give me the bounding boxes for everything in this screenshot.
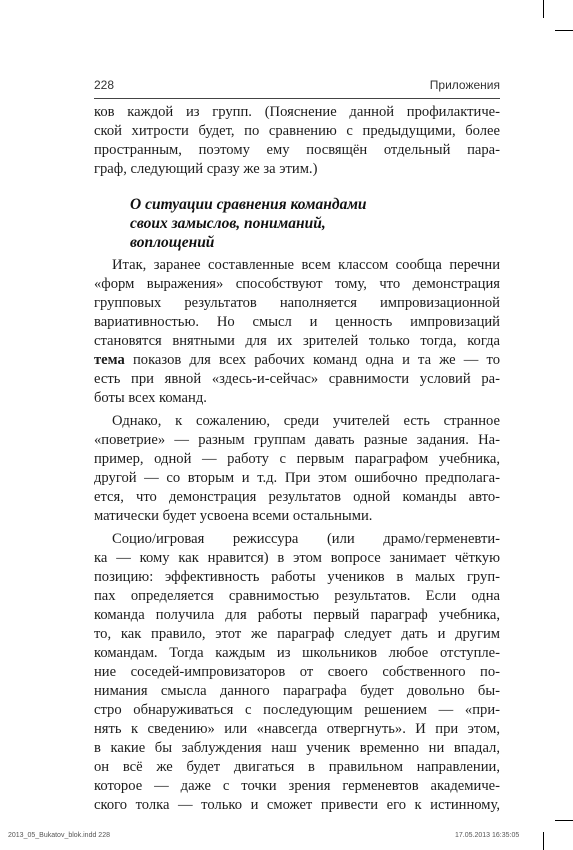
text-line: нимания смысла данного параграфа будет довольно бы- bbox=[94, 683, 500, 699]
text-line: ка — кому как нравится) в этом вопросе занимает чёткую bbox=[94, 550, 500, 566]
print-slug-datetime: 17.05.2013 16:35:05 bbox=[455, 832, 520, 839]
text-line: «форм выражения» способствуют тому, что демонстрация bbox=[94, 276, 500, 292]
section-title: Приложения bbox=[429, 78, 500, 92]
text-line: боты всех команд. bbox=[94, 390, 207, 406]
text-line: есть при явной «здесь-и-сейчас» сравнимости условий ра- bbox=[94, 371, 500, 387]
page-number: 228 bbox=[94, 78, 115, 92]
text-line: стро обнаруживаться с последующим решением — «при- bbox=[94, 702, 500, 718]
text-line: ской хитрости будет, по сравнению с предыдущими, более bbox=[94, 123, 500, 139]
text-line: Однако, к сожалению, среди учителей есть странное bbox=[112, 413, 500, 429]
text-line: матически будет усвоена всеми остальными. bbox=[94, 508, 373, 524]
text-line: пример, одной — работу с первым параграфом учебника, bbox=[94, 451, 500, 467]
text-line: командам. Тогда каждым из школьников любое отступле- bbox=[94, 645, 500, 661]
text-line: ется, что демонстрация результатов одной команды авто- bbox=[94, 489, 500, 505]
text-line: другой — со вторым и т.д. При этом ошибочно предполага- bbox=[94, 470, 500, 486]
section-heading-line: воплощений bbox=[130, 234, 215, 251]
print-slug-file: 2013_05_Bukatov_blok.indd 228 bbox=[8, 832, 110, 839]
text-line: в какие бы заблуждения наш ученик временно ни впадал, bbox=[94, 740, 500, 756]
running-header bbox=[94, 78, 500, 98]
crop-mark-bottom bbox=[543, 832, 544, 850]
text-line: Социо/игровая режиссура (или драмо/герменевти- bbox=[112, 531, 500, 547]
text-line: позицию: эффективность работы учеников в малых груп- bbox=[94, 569, 500, 585]
section-heading-line: своих замыслов, пониманий, bbox=[130, 215, 326, 232]
crop-mark-right bbox=[555, 30, 573, 31]
text-line: ского толка — только и сможет привести его к истинному, bbox=[94, 797, 500, 813]
text-line: становятся внятными для их зрителей только тогда, когда bbox=[94, 333, 500, 349]
text-line: вариативностью. Но смысл и ценность импровизаций bbox=[94, 314, 500, 330]
text-line: то, как правило, этот же параграф следует дать и другим bbox=[94, 626, 500, 642]
text-line: ние соседей-импровизаторов от своего собственного по- bbox=[94, 664, 500, 680]
crop-mark-top bbox=[543, 0, 544, 18]
text-line: которое — даже с точки зрения герменевтов академиче- bbox=[94, 778, 500, 794]
text-line: групповых результатов наполняется импровизационной bbox=[94, 295, 500, 311]
text-fragment: показов для всех рабочих команд одна и та же — то bbox=[124, 352, 500, 368]
text-line: команда получила для работы первый параграф учебника, bbox=[94, 607, 500, 623]
section-heading-line: О ситуации сравнения командами bbox=[130, 196, 367, 213]
text-line: ков каждой из групп. (Пояснение данной профилактиче- bbox=[94, 104, 500, 120]
text-line: он всё же будет двигаться в правильном направлении, bbox=[94, 759, 500, 775]
text-line: пах определяется сравнимостью результатов. Если одна bbox=[94, 588, 500, 604]
text-line: граф, следующий сразу же за этим.) bbox=[94, 161, 318, 177]
crop-mark-bottom-right bbox=[555, 820, 573, 821]
text-line: пространным, поэтому ему посвящён отдельный пара- bbox=[94, 142, 500, 158]
header-rule bbox=[94, 98, 500, 99]
text-line: «поветрие» — разным группам давать разные задания. На- bbox=[94, 432, 500, 448]
text-line: Итак, заранее составленные всем классом сообща перечни bbox=[112, 257, 500, 273]
text-line: нять к сведению» или «навсегда отвергнуть». И при этом, bbox=[94, 721, 500, 737]
emphasis-word: тема bbox=[94, 352, 125, 368]
text-line bbox=[94, 351, 500, 369]
